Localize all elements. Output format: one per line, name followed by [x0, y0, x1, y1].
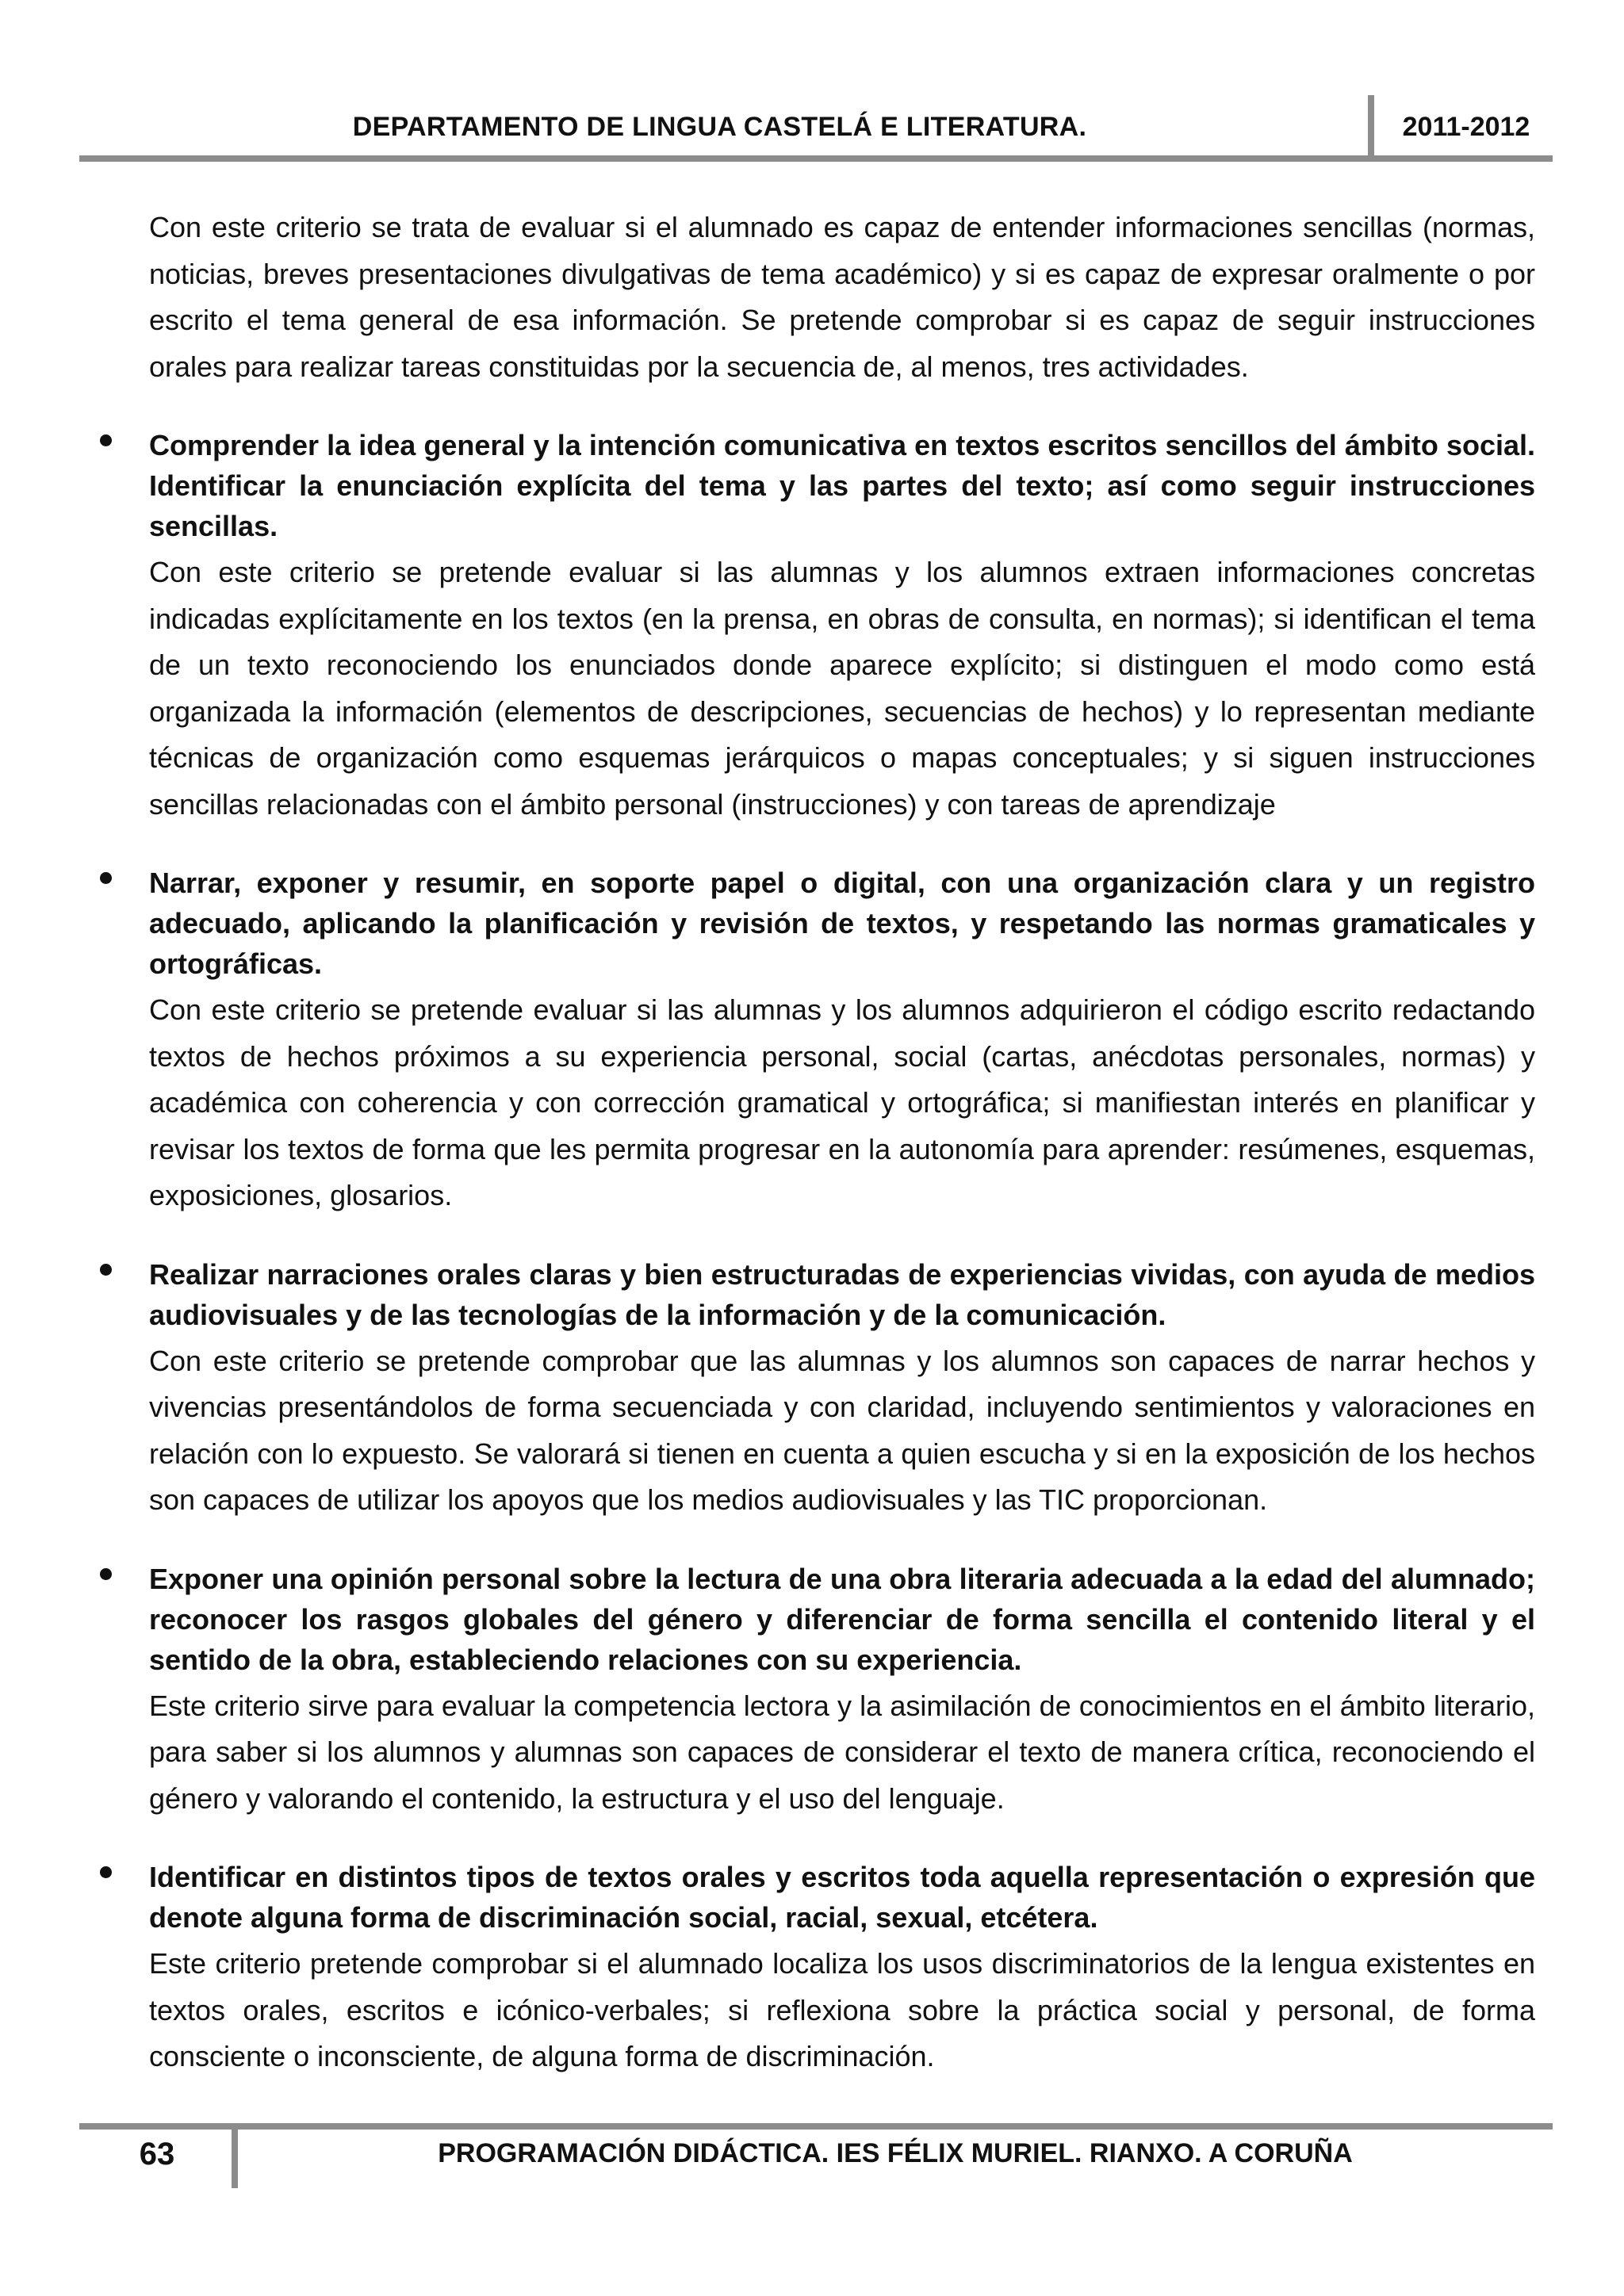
bullet-icon [100, 872, 112, 884]
bullet-icon [100, 434, 112, 446]
criterion-title: Identificar en distintos tipos de textos orales y escritos toda aquella representación o expresión que denote alguna forma de discriminación social, racial, sexual, etcétera. [149, 1861, 1535, 1934]
footer-rule [79, 2123, 1553, 2130]
criterion-description: Con este criterio se pretende evaluar si las alumnas y los alumnos adquirieron el código escrito redactando textos de hechos próximos a su experiencia personal, social (cartas, anécdotas personales, normas) y académica con coherencia y con corrección gramatical y ortográfica; si manifiestan interés en planificar y revisar los textos de forma que les permita progresar en la autonomía para aprender: resúmenes, esquemas, exposiciones, glosarios. [149, 993, 1535, 1211]
criterion-item [149, 425, 1535, 828]
criterion-title: Realizar narraciones orales claras y bien estructuradas de experiencias vividas, con ayuda de medios audiovisuales y de las tecnologías de la información y de la comunicación. [149, 1257, 1535, 1331]
intro-paragraph: Con este criterio se trata de evaluar si el alumnado es capaz de entender informaciones sencillas (normas, noticias, breves presentaciones divulgativas de tema académico) y si es capaz de expresar oralmente o por escrito el tema general de esa información. Se pretende comprobar si es capaz de seguir instrucciones orales para realizar tareas constituidas por la secuencia de, al menos, tres actividades. [149, 211, 1535, 383]
footer-text: PROGRAMACIÓN DIDÁCTICA. IES FÉLIX MURIEL. RIANXO. A CORUÑA [438, 2138, 1353, 2168]
header-title: DEPARTAMENTO DE LINGUA CASTELÁ E LITERATURA. [352, 112, 1087, 142]
criterion-description: Este criterio sirve para evaluar la competencia lectora y la asimilación de conocimientos en el ámbito literario, para saber si los alumnos y alumnas son capaces de considerar el texto de manera crítica, reconociendo el género y valorando el contenido, la estructura y el uso del lenguaje. [149, 1689, 1535, 1815]
header-year: 2011-2012 [1402, 112, 1530, 142]
header-rule [79, 155, 1553, 162]
criterion-description: Con este criterio se pretende comprobar que las alumnas y los alumnos son capaces de narrar hechos y vivencias presentándolos de forma secuenciada y con claridad, incluyendo sentimientos y valoraciones en relación con lo expuesto. Se valorará si tienen en cuenta a quien escucha y si en la exposición de los hechos son capaces de utilizar los apoyos que los medios audiovisuales y las TIC proporcionan. [149, 1344, 1535, 1516]
bullet-icon [100, 1866, 112, 1878]
criterion-item [149, 1857, 1535, 2080]
page-number: 63 [139, 2137, 175, 2172]
document-body [149, 205, 1535, 2080]
footer-divider [232, 2125, 238, 2188]
bullet-icon [100, 1568, 112, 1580]
page-header [79, 95, 1553, 162]
criterion-item [149, 863, 1535, 1219]
criterion-item [149, 1254, 1535, 1524]
criterion-title: Exponer una opinión personal sobre la lectura de una obra literaria adecuada a la edad del alumnado; reconocer los rasgos globales del género y diferenciar de forma sencilla el contenido literal y el sentido de la obra, estableciendo relaciones con su experiencia. [149, 1562, 1535, 1676]
criterion-description: Este criterio pretende comprobar si el alumnado localiza los usos discriminatorios de la lengua existentes en textos orales, escritos e icónico-verbales; si reflexiona sobre la práctica social y personal, de forma consciente o inconsciente, de alguna forma de discriminación. [149, 1947, 1535, 2072]
criterion-title: Comprender la idea general y la intención comunicativa en textos escritos sencillos del ámbito social. Identificar la enunciación explícita del tema y las partes del texto; así como seguir instrucciones sencillas. [149, 429, 1535, 542]
criterion-description: Con este criterio se pretende evaluar si las alumnas y los alumnos extraen informaciones concretas indicadas explícitamente en los textos (en la prensa, en obras de consulta, en normas); si identifican el tema de un texto reconociendo los enunciados donde aparece explícito; si distinguen el modo como está organizada la información (elementos de descripciones, secuencias de hechos) y lo representan mediante técnicas de organización como esquemas jerárquicos o mapas conceptuales; y si siguen instrucciones sencillas relacionadas con el ámbito personal (instrucciones) y con tareas de aprendizaje [149, 556, 1535, 821]
criterion-title: Narrar, exponer y resumir, en soporte papel o digital, con una organización clara y un registro adecuado, aplicando la planificación y revisión de textos, y respetando las normas gramaticales y ortográficas. [149, 867, 1535, 980]
bullet-icon [100, 1264, 112, 1276]
criterion-item [149, 1559, 1535, 1823]
header-divider [1368, 95, 1374, 162]
